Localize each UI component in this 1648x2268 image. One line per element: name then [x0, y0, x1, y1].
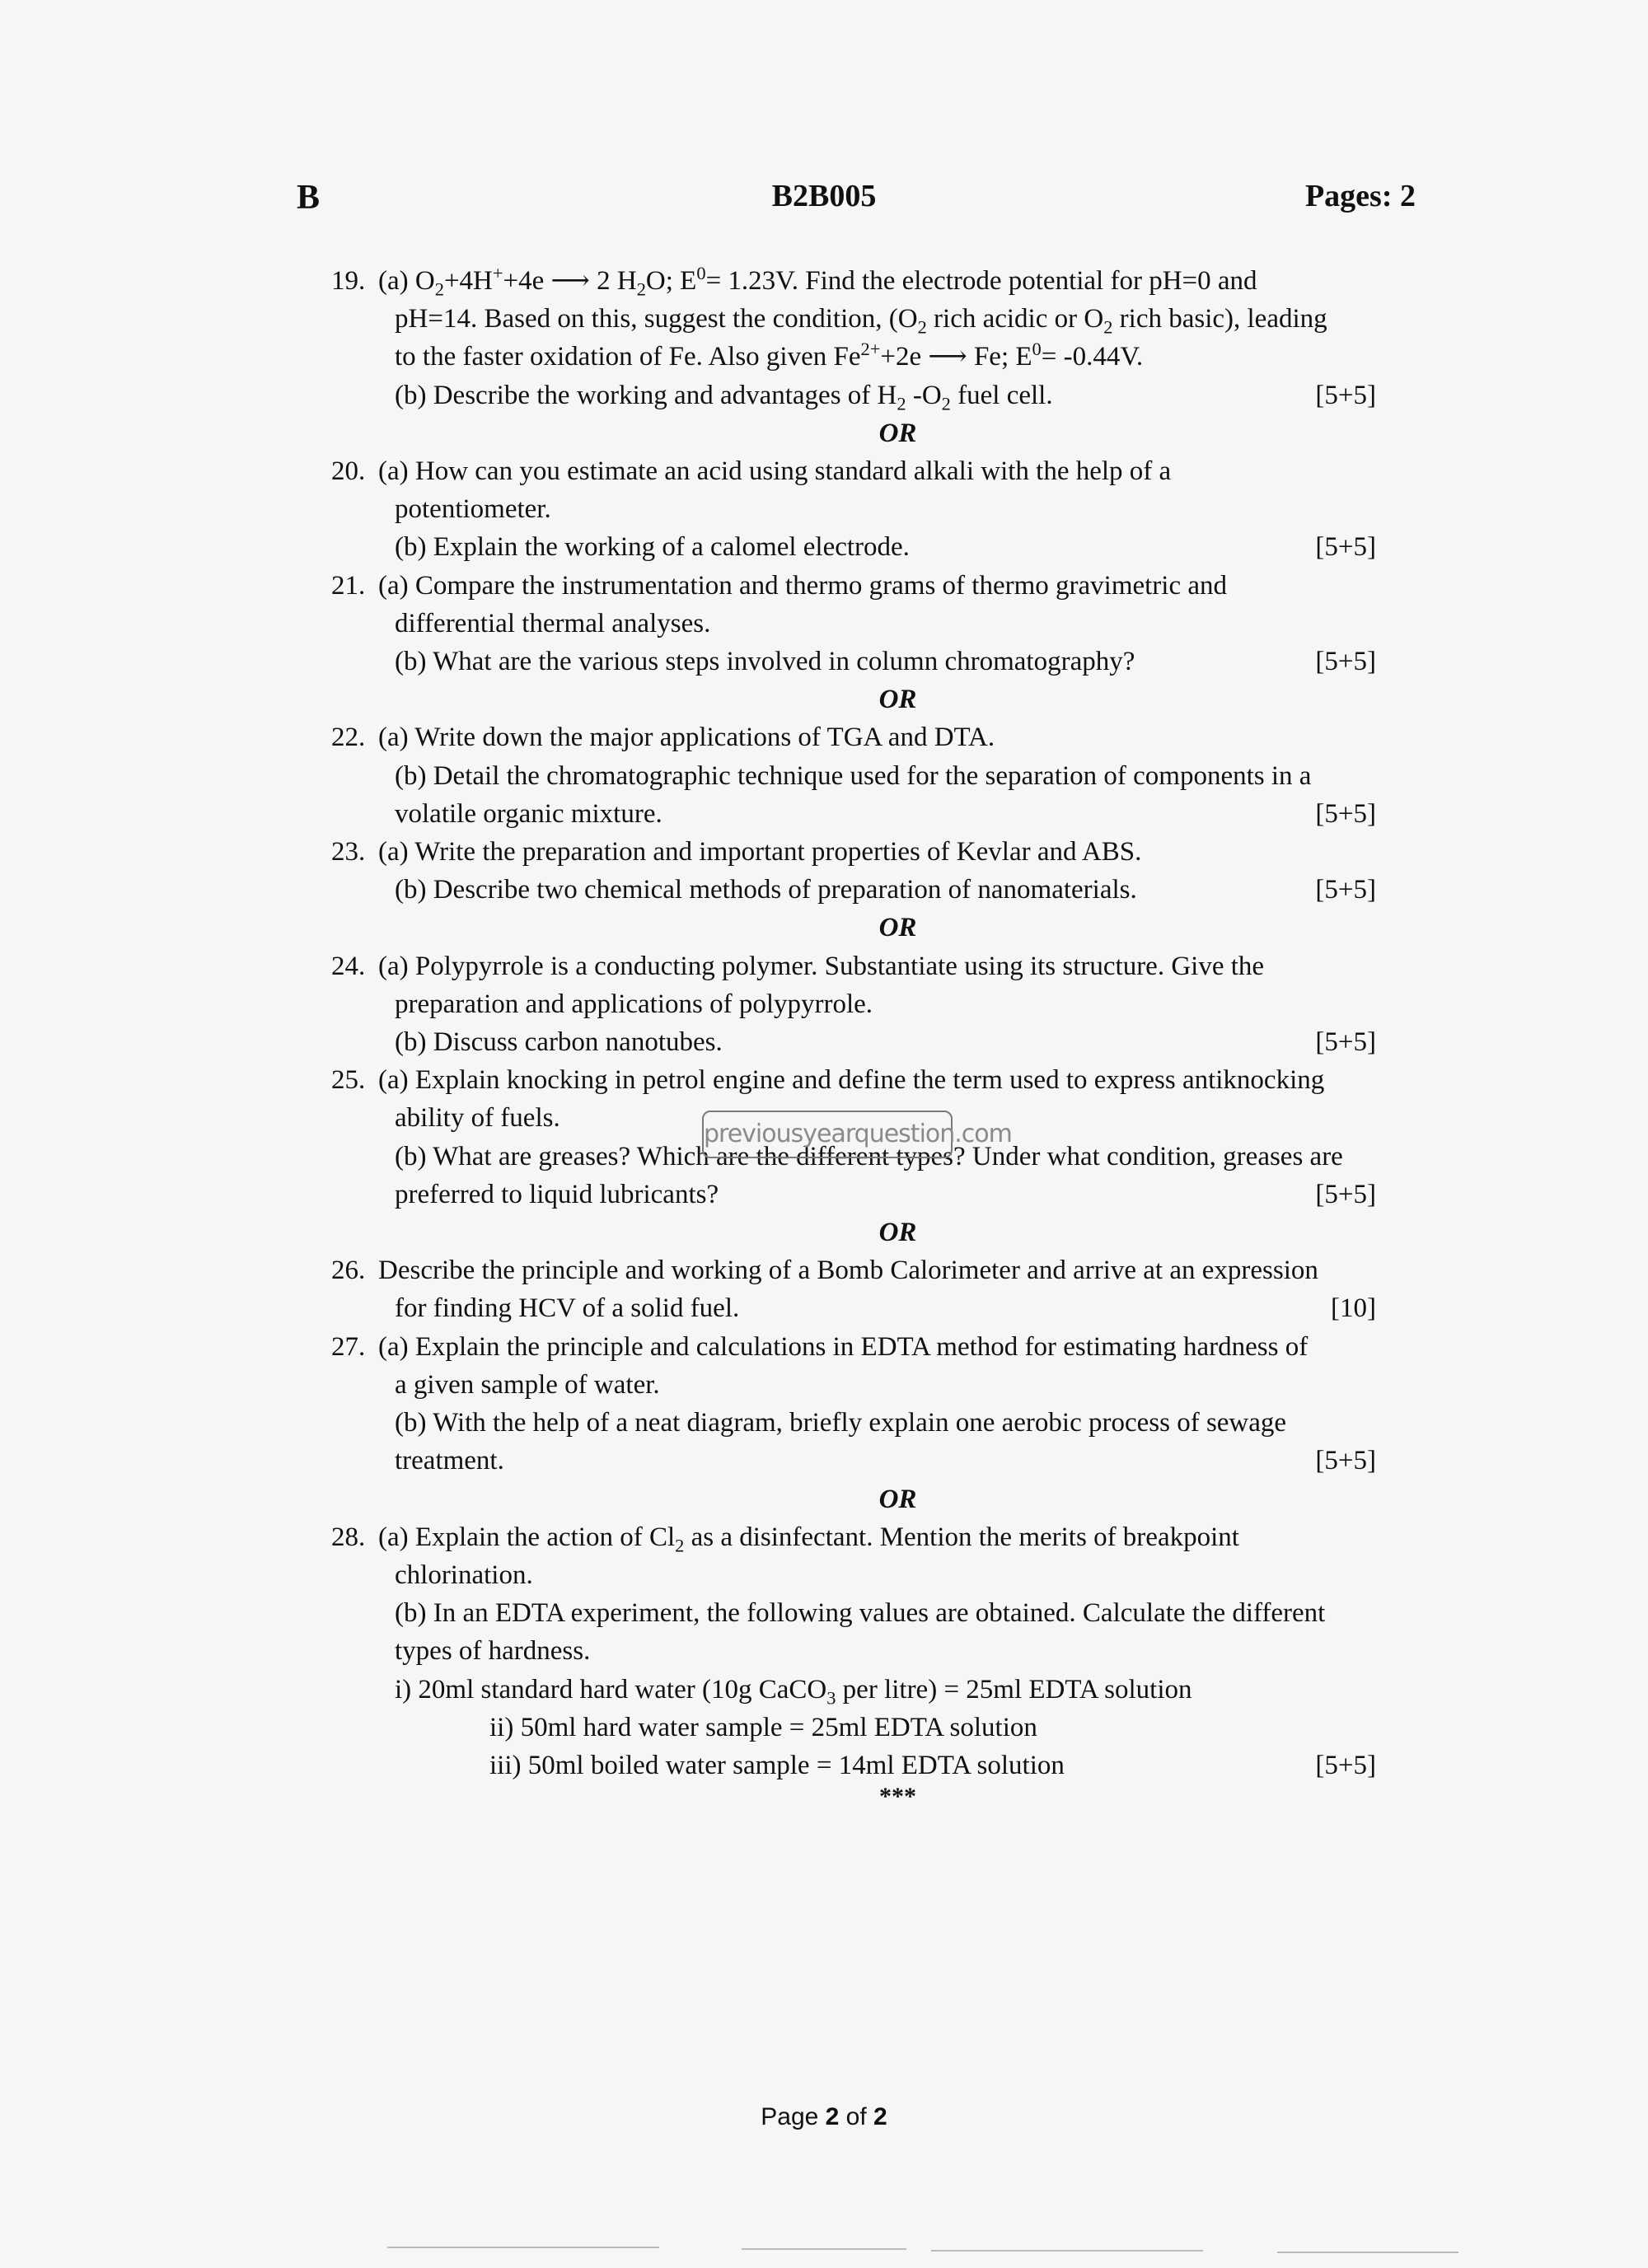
question-number: 24. — [331, 951, 366, 981]
question-text: ability of fuels. — [395, 1103, 560, 1134]
question-text: i) 20ml standard hard water (10g CaCO$_3$ per litre) = 25ml EDTA solution — [395, 1674, 1192, 1709]
question-text: Describe the principle and working of a Bomb Calorimeter and arrive at an expression — [378, 1256, 1318, 1286]
question-line — [378, 757, 1434, 795]
question-number: 26. — [331, 1256, 366, 1286]
question-text: chlorination. — [395, 1560, 533, 1590]
question-line — [378, 1366, 1434, 1404]
question-line — [378, 643, 1434, 680]
paper-code: B2B005 — [771, 179, 877, 213]
question-list — [331, 262, 1434, 1809]
question-21 — [331, 567, 1434, 681]
question-28 — [331, 1518, 1434, 1784]
question-line — [378, 871, 1434, 909]
question-text: (b) What are the various steps involved in column chromatography? — [395, 647, 1135, 677]
watermark-logo: previousyearquestion.com — [702, 1111, 953, 1158]
question-line — [378, 1632, 1434, 1670]
question-line — [378, 718, 1434, 756]
footer-of: of — [839, 2103, 874, 2130]
marks-label: [5+5] — [1315, 1446, 1376, 1476]
question-line — [378, 1594, 1434, 1632]
end-of-paper-mark: *** — [879, 1783, 916, 1811]
question-text: iii) 50ml boiled water sample = 14ml EDTA solution — [489, 1750, 1065, 1780]
scan-artifact-line — [742, 2248, 906, 2250]
question-text: (b) In an EDTA experiment, the following values are obtained. Calculate the different — [395, 1598, 1326, 1629]
question-text: (a) Explain knocking in petrol engine and define the term used to express antiknocking — [378, 1065, 1325, 1096]
question-line — [378, 605, 1434, 643]
question-text: types of hardness. — [395, 1636, 591, 1667]
question-20 — [331, 452, 1434, 567]
question-line — [378, 1556, 1434, 1594]
question-26 — [331, 1251, 1434, 1327]
question-line — [378, 1404, 1434, 1442]
question-line — [378, 490, 1434, 528]
question-number: 28. — [331, 1522, 366, 1552]
scan-artifact-line — [1277, 2252, 1458, 2253]
scan-artifact-line — [931, 2250, 1203, 2252]
question-27 — [331, 1328, 1434, 1480]
or-separator: OR — [878, 913, 917, 943]
question-text: (b) Discuss carbon nanotubes. — [395, 1027, 723, 1058]
marks-label: [5+5] — [1315, 532, 1376, 563]
question-number: 22. — [331, 722, 366, 753]
question-text: (b) Describe two chemical methods of preparation of nanomaterials. — [395, 875, 1137, 905]
question-line — [378, 1328, 1434, 1366]
or-separator: OR — [878, 685, 917, 715]
question-text: (a) Write the preparation and important properties of Kevlar and ABS. — [378, 837, 1142, 867]
question-text: preferred to liquid lubricants? — [395, 1179, 719, 1209]
question-line — [378, 300, 1434, 338]
question-number: 21. — [331, 570, 366, 601]
question-text: (a) $O_2+4H^++4e$ ⟶ 2 $H_2O$; $E^0= 1.23V$. Find the electrode potential for pH=0 and — [378, 263, 1257, 300]
question-text: (a) Compare the instrumentation and thermo grams of thermo gravimetric and — [378, 570, 1228, 601]
question-line — [378, 947, 1434, 985]
question-text: to the faster oxidation of Fe. Also given $Fe^{2+}+2e$ ⟶ Fe; $E^0= -0.44V$. — [395, 339, 1144, 372]
question-text: (a) Polypyrrole is a conducting polymer. Substantiate using its structure. Give the — [378, 951, 1265, 981]
question-line — [378, 985, 1434, 1023]
question-text: (b) Describe the working and advantages of $H_2$ $-O_2$ fuel cell. — [395, 380, 1053, 414]
marks-label: [5+5] — [1315, 1750, 1376, 1780]
question-number: 25. — [331, 1065, 366, 1096]
question-line — [378, 833, 1434, 871]
question-text: differential thermal analyses. — [395, 608, 711, 638]
question-text: treatment. — [395, 1446, 504, 1476]
question-line — [378, 338, 1434, 376]
page-count: Pages: 2 — [1304, 179, 1416, 213]
paper-set-letter: B — [297, 179, 321, 217]
question-text: pH=14. Based on this, suggest the condition, ($O_2$ rich acidic or $O_2$ rich basic), leading — [395, 304, 1327, 338]
question-line — [378, 262, 1434, 300]
question-line — [378, 528, 1434, 566]
question-text: (a) Explain the principle and calculations in EDTA method for estimating hardness of — [378, 1331, 1309, 1362]
question-line — [378, 1747, 1434, 1784]
question-line — [378, 795, 1434, 833]
question-line — [378, 1709, 1434, 1747]
question-text: (b) Detail the chromatographic technique used for the separation of components in a — [395, 760, 1312, 791]
question-text: (a) Explain the action of $Cl_2$ as a disinfectant. Mention the merits of breakpoint — [378, 1522, 1239, 1556]
question-24 — [331, 947, 1434, 1062]
marks-label: [5+5] — [1315, 1027, 1376, 1058]
question-line — [378, 1442, 1434, 1480]
question-text: preparation and applications of polypyrrole. — [395, 989, 873, 1019]
question-text: (b) With the help of a neat diagram, briefly explain one aerobic process of sewage — [395, 1408, 1287, 1438]
question-line — [378, 1176, 1434, 1213]
question-23 — [331, 833, 1434, 909]
footer-prefix: Page — [761, 2103, 826, 2130]
question-text: potentiometer. — [395, 494, 551, 525]
question-text: ii) 50ml hard water sample = 25ml EDTA solution — [489, 1712, 1037, 1742]
question-number: 19. — [331, 266, 366, 296]
question-line — [378, 1251, 1434, 1289]
or-separator: OR — [878, 418, 917, 448]
question-text: (b) Explain the working of a calomel electrode. — [395, 532, 910, 563]
question-number: 20. — [331, 456, 366, 487]
footer-page: 2 — [825, 2103, 840, 2130]
question-text: volatile organic mixture. — [395, 798, 662, 829]
question-line — [378, 376, 1434, 414]
marks-label: [5+5] — [1315, 798, 1376, 829]
question-22 — [331, 718, 1434, 833]
marks-label: [5+5] — [1315, 1179, 1376, 1209]
question-line — [378, 1518, 1434, 1556]
scan-artifact-line — [387, 2247, 659, 2248]
question-text: for finding HCV of a solid fuel. — [395, 1293, 740, 1324]
marks-label: [5+5] — [1315, 647, 1376, 677]
question-line — [378, 1289, 1434, 1327]
question-line — [378, 1671, 1434, 1709]
question-line — [378, 567, 1434, 605]
question-line — [378, 452, 1434, 490]
question-number: 27. — [331, 1331, 366, 1362]
marks-label: [5+5] — [1315, 380, 1376, 410]
question-number: 23. — [331, 837, 366, 867]
page-footer — [0, 2103, 1648, 2131]
question-text: (a) How can you estimate an acid using standard alkali with the help of a — [378, 456, 1172, 487]
or-separator: OR — [878, 1218, 917, 1248]
marks-label: [5+5] — [1315, 875, 1376, 905]
question-line — [378, 1023, 1434, 1061]
footer-total: 2 — [873, 2103, 887, 2130]
or-separator: OR — [878, 1484, 917, 1514]
question-19 — [331, 262, 1434, 414]
question-text: (a) Write down the major applications of TGA and DTA. — [378, 722, 995, 753]
question-line — [378, 1061, 1434, 1099]
question-text: (b) What are greases? Which are the different types? Under what condition, greases are — [395, 1141, 1343, 1171]
question-text: a given sample of water. — [395, 1369, 660, 1400]
marks-label: [10] — [1331, 1293, 1376, 1324]
